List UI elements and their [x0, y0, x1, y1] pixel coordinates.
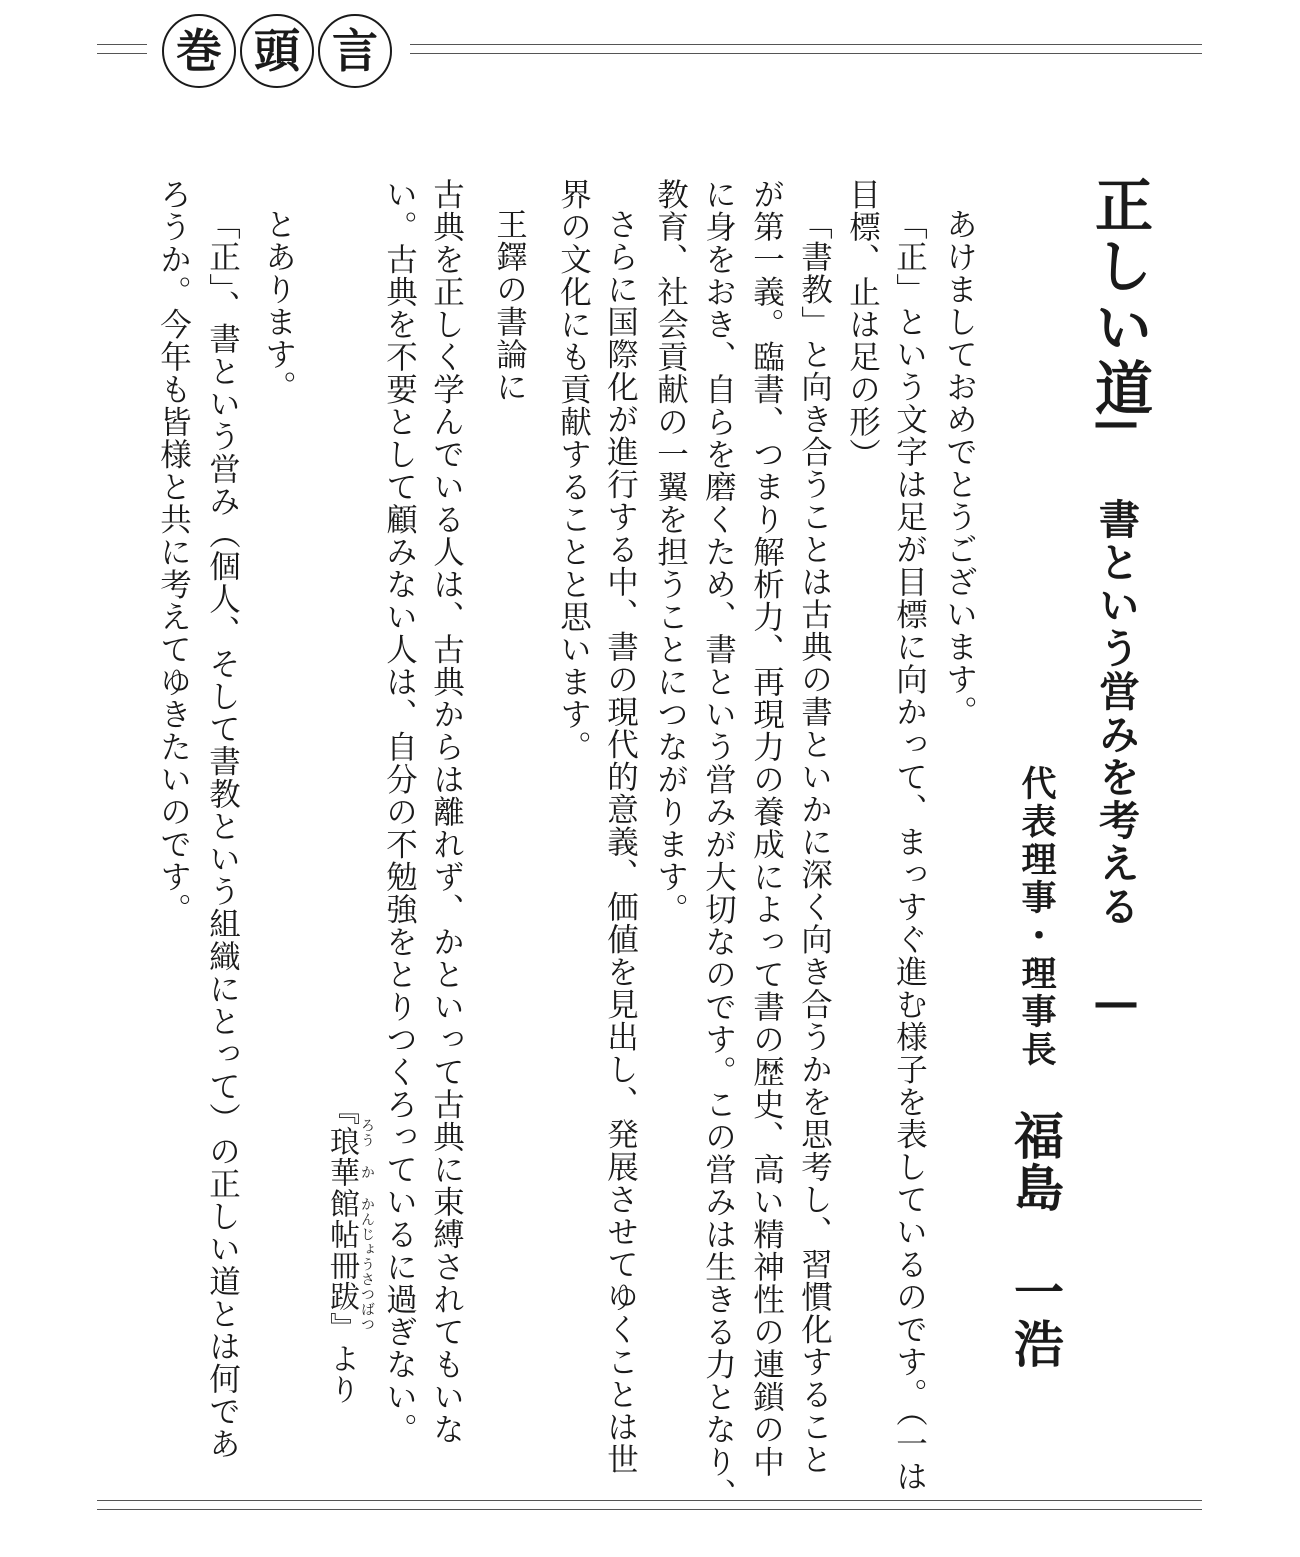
- article-subtitle: ― 書という営みを考える ―: [1092, 398, 1140, 1028]
- body-line-10: 王鐸の書論に: [491, 208, 528, 403]
- header-rule-right-bottom: [410, 53, 1202, 54]
- header-badge-3: 言: [318, 14, 392, 88]
- quote-source: 『琅華館帖冊跋』より: [324, 1095, 359, 1405]
- body-line-6: に身をおき、自らを磨くため、書という営みが大切なのです。この営みは生きる力となり、: [700, 178, 737, 1511]
- header-badge-1: 巻: [162, 14, 236, 88]
- body-line-5: が第一義。臨書、つまり解析力、再現力の養成によって書の歴史、高い精神性の連鎖の中: [748, 178, 785, 1478]
- body-line-1: あけましておめでとうございます。: [941, 208, 978, 728]
- body-line-3: 目標、止は足の形）: [844, 178, 881, 471]
- body-line-11: 古典を正しく学んでいる人は、古典からは離れず、かといって古典に束縛されてもいな: [428, 178, 465, 1446]
- author-name: 福島 一浩: [1006, 1110, 1065, 1370]
- author-role: 代表理事・理事長: [1016, 765, 1056, 1069]
- header-rule-left-top: [97, 44, 147, 45]
- article-title: 正しい道: [1085, 175, 1153, 419]
- body-line-9: 界の文化にも貢献することと思います。: [555, 178, 592, 763]
- header-rule-right-top: [410, 44, 1202, 45]
- body-line-8: さらに国際化が進行する中、書の現代的意義、価値を見出し、発展させてゆくことは世: [602, 208, 639, 1476]
- body-line-16: ろうか。今年も皆様と共に考えてゆきたいのです。: [155, 178, 192, 926]
- body-line-4: 「書教」と向き合うことは古典の書といかに深く向き合うかを思考し、習慣化すること: [796, 208, 833, 1476]
- footer-rule-bottom: [97, 1509, 1202, 1510]
- header-badge-2: 頭: [240, 14, 314, 88]
- body-line-7: 教育、社会貢献の一翼を担うことにつながります。: [652, 178, 689, 926]
- body-line-2: 「正」という文字は足が目標に向かって、まっすぐ進む様子を表しているのです。（一は: [891, 208, 928, 1493]
- body-line-15: 「正」、書という営み（個人、そして書教という組織にとって）の正しい道とは何であ: [204, 208, 241, 1460]
- header-rule-left-bottom: [97, 53, 147, 54]
- body-line-14: とあります。: [260, 208, 297, 403]
- quote-ruby: ろう か かんじょうさつばつ: [359, 1118, 375, 1332]
- footer-rule-top: [97, 1500, 1202, 1501]
- body-line-12: い。古典を不要として顧みない人は、自分の不勉強をとりつくろっているに過ぎない。: [381, 178, 418, 1446]
